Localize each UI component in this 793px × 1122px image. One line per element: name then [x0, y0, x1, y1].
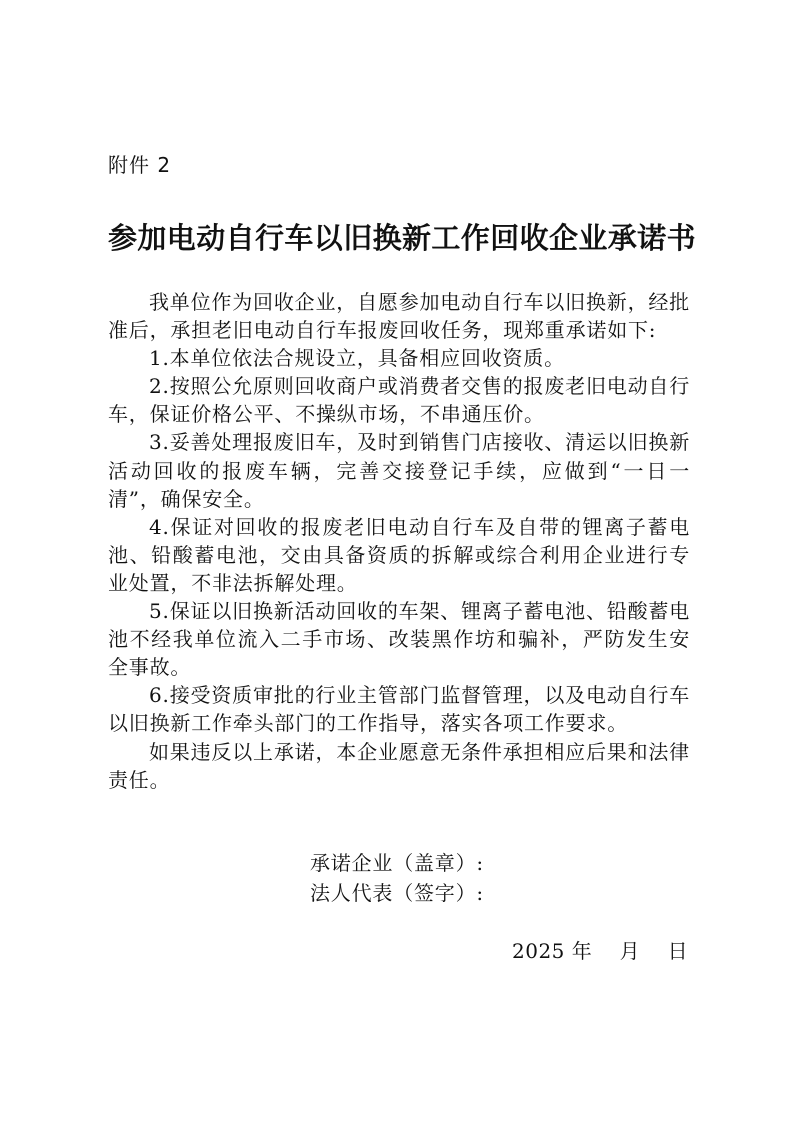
closing-paragraph: 如果违反以上承诺，本企业愿意无条件承担相应后果和法律责任。 [108, 739, 690, 792]
document-body [108, 288, 690, 794]
commitment-item-1: 1.本单位依法合规设立，具备相应回收资质。 [149, 346, 565, 371]
commitment-item-3: 3.妥善处理报废旧车，及时到销售门店接收、清运以旧换新活动回收的报废车辆，完善交接登记手续，应做到“一日一清”，确保安全。 [108, 430, 690, 511]
legal-rep-line: 法人代表（签字）: [310, 881, 484, 905]
signature-block [310, 848, 484, 908]
company-seal-line: 承诺企业（盖章）: [310, 851, 484, 875]
date-text: 2025 年 月 日 [512, 939, 689, 963]
date-line [512, 937, 688, 965]
commitment-item-6: 6.接受资质审批的行业主管部门监督管理，以及电动自行车以旧换新工作牵头部门的工作指导，落实各项工作要求。 [108, 683, 690, 736]
commitment-item-2: 2.按照公允原则回收商户或消费者交售的报废老旧电动自行车，保证价格公平、不操纵市场，不串通压价。 [108, 374, 690, 427]
attachment-label: 附件 2 [108, 153, 172, 177]
intro-paragraph: 我单位作为回收企业，自愿参加电动自行车以旧换新，经批准后，承担老旧电动自行车报废回收任务，现郑重承诺如下: [108, 290, 690, 343]
document-title: 参加电动自行车以旧换新工作回收企业承诺书 [108, 221, 697, 255]
commitment-item-5: 5.保证以旧换新活动回收的车架、锂离子蓄电池、铅酸蓄电池不经我单位流入二手市场、改装黑作坊和骗补，严防发生安全事故。 [108, 599, 690, 680]
commitment-item-4: 4.保证对回收的报废老旧电动自行车及自带的锂离子蓄电池、铅酸蓄电池，交由具备资质的拆解或综合利用企业进行专业处置，不非法拆解处理。 [108, 514, 690, 595]
